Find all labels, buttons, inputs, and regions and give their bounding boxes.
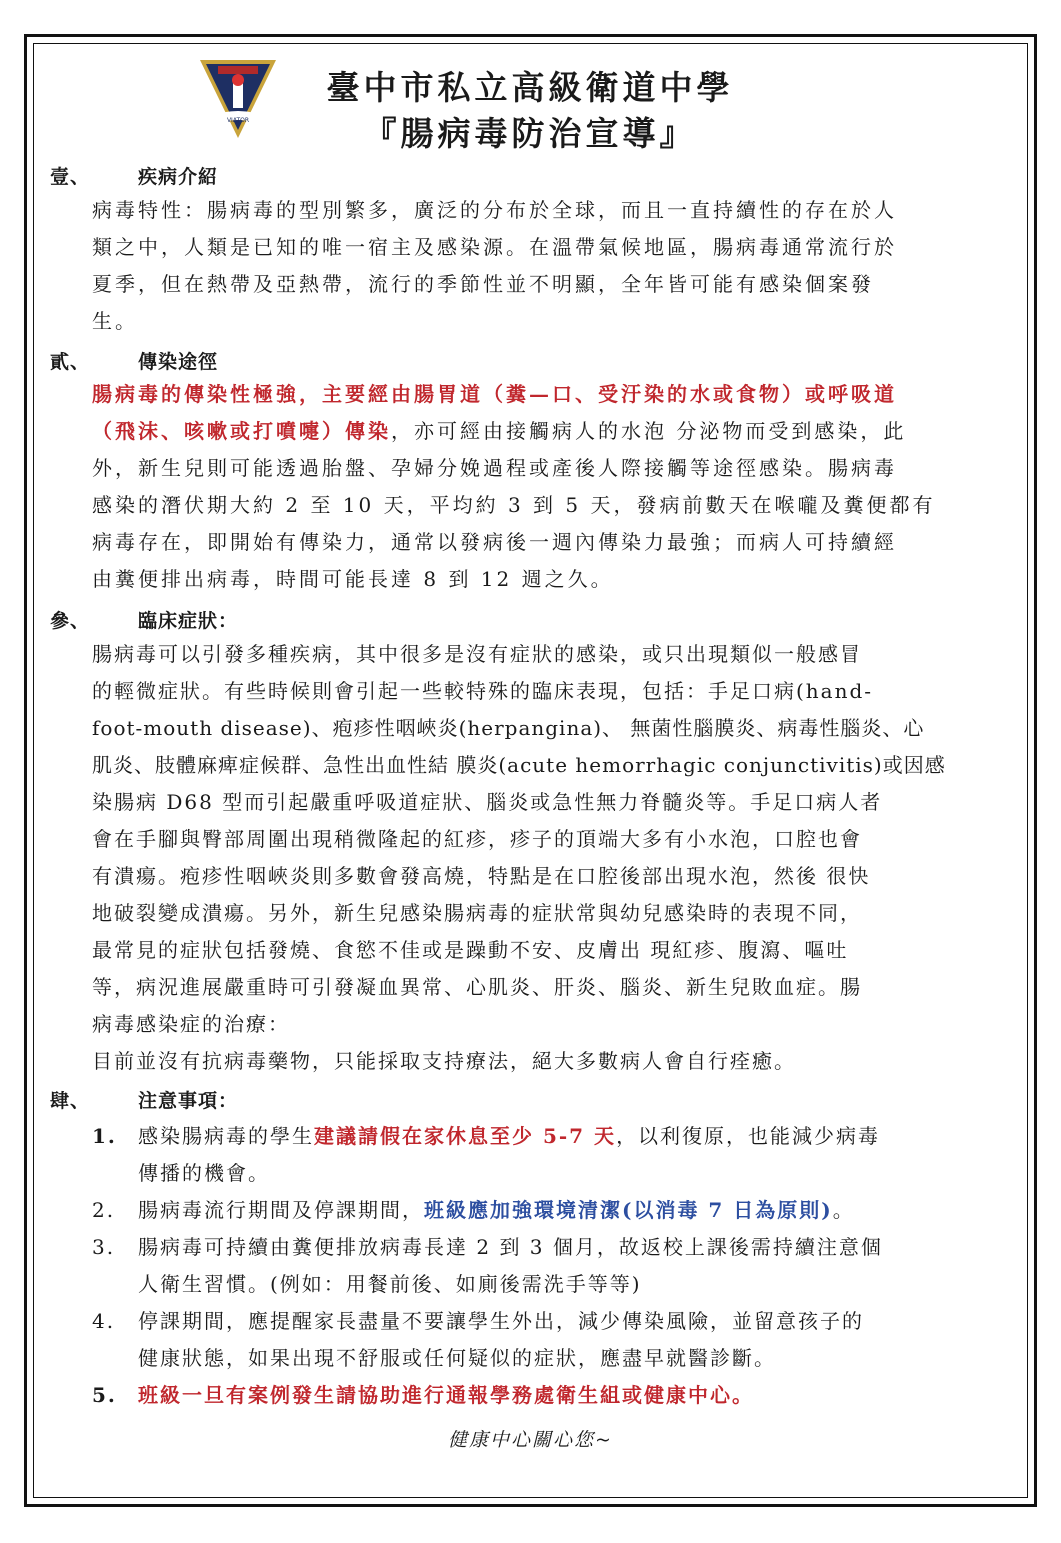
highlight-text: 建議請假在家休息至少 5-7 天 [314,1124,617,1148]
body-line: 最常見的症狀包括發燒、食慾不佳或是躁動不安、皮膚出 現紅疹、腹瀉、嘔吐 [92,938,849,962]
list-item-line: 健康狀態，如果出現不舒服或任何疑似的症狀，應盡早就醫診斷。 [138,1346,776,1370]
body-text: 腸病毒流行期間及停課期間， [138,1198,424,1222]
body-text: 感染腸病毒的學生 [138,1124,314,1148]
closing-signature: 健康中心關心您~ [448,1429,613,1451]
list-item-line: 腸病毒可持續由糞便排放病毒長達 2 到 3 個月，故返校上課後需持續注意個 [138,1235,883,1259]
body-line: 生。 [92,309,138,333]
list-item-number: 1. [92,1124,117,1148]
list-item-line: 停課期間，應提醒家長盡量不要讓學生外出，減少傳染風險，並留意孩子的 [138,1309,864,1333]
notice-list [92,1118,1014,1414]
list-item-line: 人衛生習慣。(例如：用餐前後、如廁後需洗手等等) [138,1272,642,1296]
body-line: 等，病況進展嚴重時可引發凝血異常、心肌炎、肝炎、腦炎、新生兒敗血症。腸 [92,975,862,999]
body-line: 夏季，但在熱帶及亞熱帶，流行的季節性並不明顯，全年皆可能有感染個案發 [92,272,874,296]
section-2-number: 貳、 [50,351,91,373]
body-line: 病毒感染症的治療： [92,1012,290,1036]
list-item [92,1192,1014,1229]
list-item-line [138,1192,1014,1229]
body-line: 外，新生兒則可能透過胎盤、孕婦分娩過程或產後人際接觸等途徑感染。腸病毒 [92,456,897,480]
section-4-number: 肆、 [50,1090,91,1112]
school-name-title: 臺中市私立高級衛道中學 [326,68,734,107]
section-4-label: 注意事項： [138,1090,239,1112]
list-item-line: 傳播的機會。 [138,1161,270,1185]
section-3-number: 參、 [50,610,91,632]
body-line: 由糞便排出病毒，時間可能長達 8 到 12 週之久。 [92,567,614,591]
list-item-number: 3. [92,1235,116,1259]
section-1-body [92,192,1014,340]
list-item [92,1303,1014,1377]
highlight-text: （飛沫、咳嗽或打噴嚏）傳染 [92,419,391,443]
body-line: 病毒特性：腸病毒的型別繁多，廣泛的分布於全球，而且一直持續性的存在於人 [92,198,897,222]
body-line: 感染的潛伏期大約 2 至 10 天，平均約 3 到 5 天，發病前數天在喉嚨及糞便都有 [92,493,936,517]
body-line: 染腸病 D68 型而引起嚴重呼吸道症狀、腦炎或急性無力脊髓炎等。手足口病人者 [92,790,883,814]
highlight-line: 腸病毒的傳染性極強，主要經由腸胃道（糞—口、受汙染的水或食物）或呼吸道 [92,382,897,406]
list-item-number: 4. [92,1309,116,1333]
highlight-line: 班級一旦有案例發生請協助進行通報學務處衛生組或健康中心。 [138,1383,754,1407]
section-2-body [92,376,1014,598]
body-text: ，以利復原，也能減少病毒 [616,1124,881,1148]
svg-text:VIATOR: VIATOR [226,117,250,124]
body-line: 地破裂變成潰瘍。另外，新生兒感染腸病毒的症狀常與幼兒感染時的表現不同， [92,901,862,925]
body-line: 會在手腳與臀部周圍出現稍微隆起的紅疹，疹子的頂端大多有小水泡，口腔也會 [92,827,862,851]
body-line: 類之中，人類是已知的唯一宿主及感染源。在溫帶氣候地區，腸病毒通常流行於 [92,235,897,259]
list-item-line [138,1118,1014,1155]
body-line: 病毒存在，即開始有傳染力，通常以發病後一週內傳染力最強；而病人可持續經 [92,530,897,554]
section-1-number: 壹、 [50,166,91,188]
body-line: 有潰瘍。疱疹性咽峽炎則多數會發高燒，特點是在口腔後部出現水泡，然後 很快 [92,864,871,888]
list-item-number: 2. [92,1198,116,1222]
body-line: 的輕微症狀。有些時候則會引起一些較特殊的臨床表現，包括：手足口病(hand- [92,679,874,703]
document-title: 『腸病毒防治宣導』 [363,114,697,153]
body-line: foot-mouth disease)、疱疹性咽峽炎(herpangina)、 無菌性腦膜炎、病毒性腦炎、心 [92,716,925,740]
body-line: 腸病毒可以引發多種疾病，其中很多是沒有症狀的感染，或只出現類似一般感冒 [92,642,862,666]
list-item-number: 5. [92,1383,117,1407]
body-text: 。 [832,1198,855,1222]
section-3-body [92,636,1014,1080]
section-1-label: 疾病介紹 [138,166,219,188]
section-3-label: 臨床症狀： [138,610,239,632]
list-item [92,1229,1014,1303]
body-line: 肌炎、肢體麻痺症候群、急性出血性結 膜炎(acute hemorrhagic conjunctivitis)或因感 [92,753,946,777]
body-line: 目前並沒有抗病毒藥物，只能採取支持療法，絕大多數病人會自行痊癒。 [92,1049,796,1073]
section-2-label: 傳染途徑 [138,351,219,373]
highlight-text: 班級應加強環境清潔(以消毒 7 日為原則) [424,1198,833,1222]
list-item [92,1377,1014,1414]
body-text: ，亦可經由接觸病人的水泡 分泌物而受到感染，此 [391,419,907,443]
list-item [92,1118,1014,1192]
body-line [92,413,1014,450]
